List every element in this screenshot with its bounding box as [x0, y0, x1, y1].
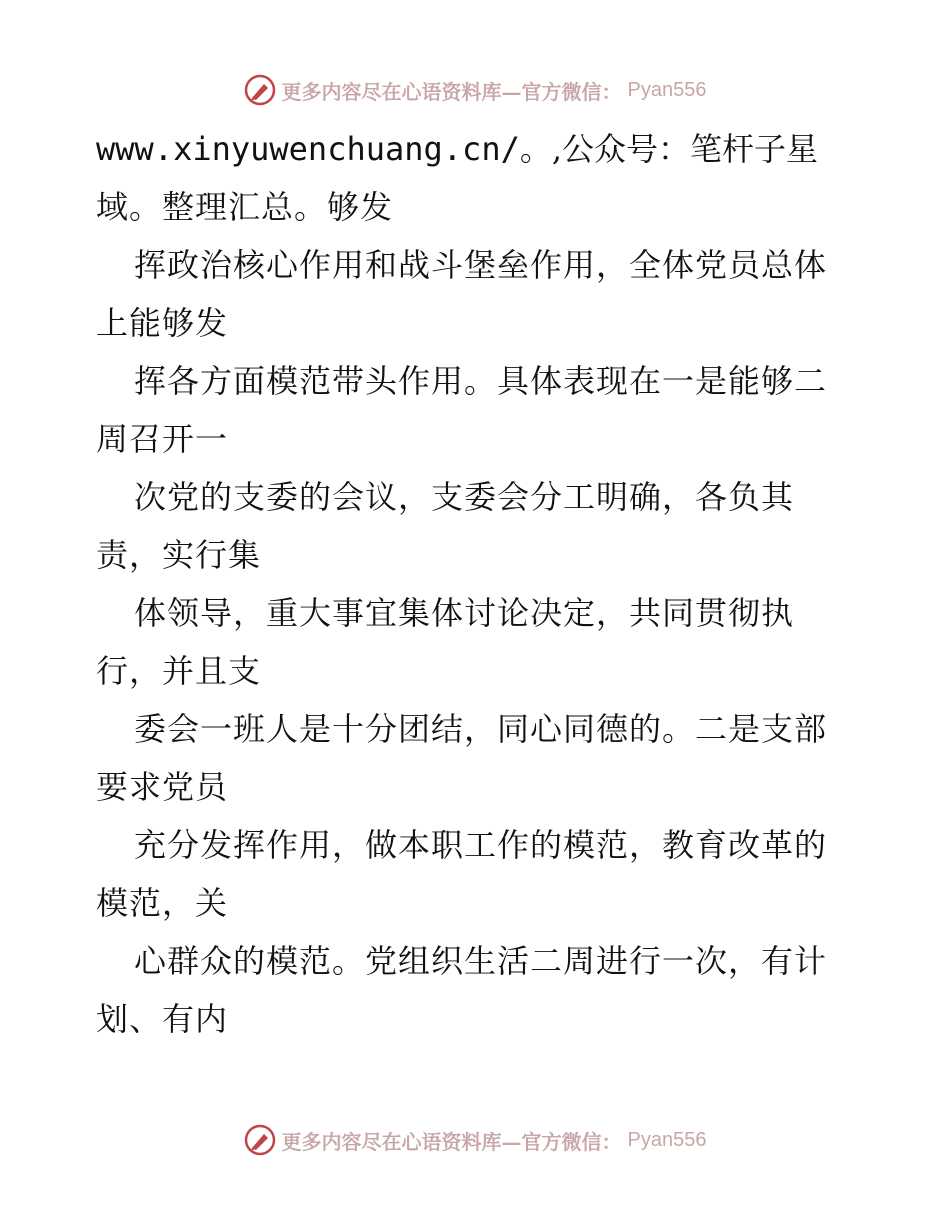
text-line-14: 模范，关	[96, 884, 229, 922]
text-line-8: 责，实行集	[96, 536, 262, 574]
text-line-11: 委会一班人是十分团结，同心同德的。二是支部	[134, 710, 828, 748]
text-line-16: 划、有内	[96, 1000, 229, 1038]
text-line-12: 要求党员	[96, 768, 229, 806]
source-url: www.xinyuwenchuang.cn/	[96, 130, 520, 168]
text-line-9: 体领导，重大事宜集体讨论决定，共同贯彻执	[134, 594, 795, 632]
text-line-10: 行，并且支	[96, 652, 262, 690]
pen-logo-icon	[244, 1124, 276, 1156]
document-body	[96, 120, 866, 1048]
header-watermark	[0, 70, 950, 110]
footer-brand-text: 更多内容尽在心语资料库—官方微信：	[281, 1129, 622, 1154]
text-line-13: 充分发挥作用，做本职工作的模范，教育改革的	[134, 826, 828, 864]
text-line-2: 域。整理汇总。够发	[96, 188, 394, 226]
footer-account-id: Pyan556	[627, 1128, 707, 1151]
text-line-15: 心群众的模范。党组织生活二周进行一次，有计	[134, 942, 828, 980]
header-account-id: Pyan556	[627, 78, 707, 101]
pen-logo-icon	[244, 74, 276, 106]
footer-watermark	[0, 1120, 950, 1160]
text-line-5: 挥各方面模范带头作用。具体表现在一是能够二	[134, 362, 828, 400]
text-line-1	[96, 120, 866, 178]
text-line-3: 挥政治核心作用和战斗堡垒作用，全体党员总体	[134, 246, 828, 284]
source-note: 。,公众号：笔杆子星	[519, 130, 819, 168]
header-brand-text: 更多内容尽在心语资料库—官方微信：	[281, 79, 622, 104]
text-line-6: 周召开一	[96, 420, 229, 458]
text-line-7: 次党的支委的会议，支委会分工明确，各负其	[134, 478, 795, 516]
text-line-4: 上能够发	[96, 304, 229, 342]
